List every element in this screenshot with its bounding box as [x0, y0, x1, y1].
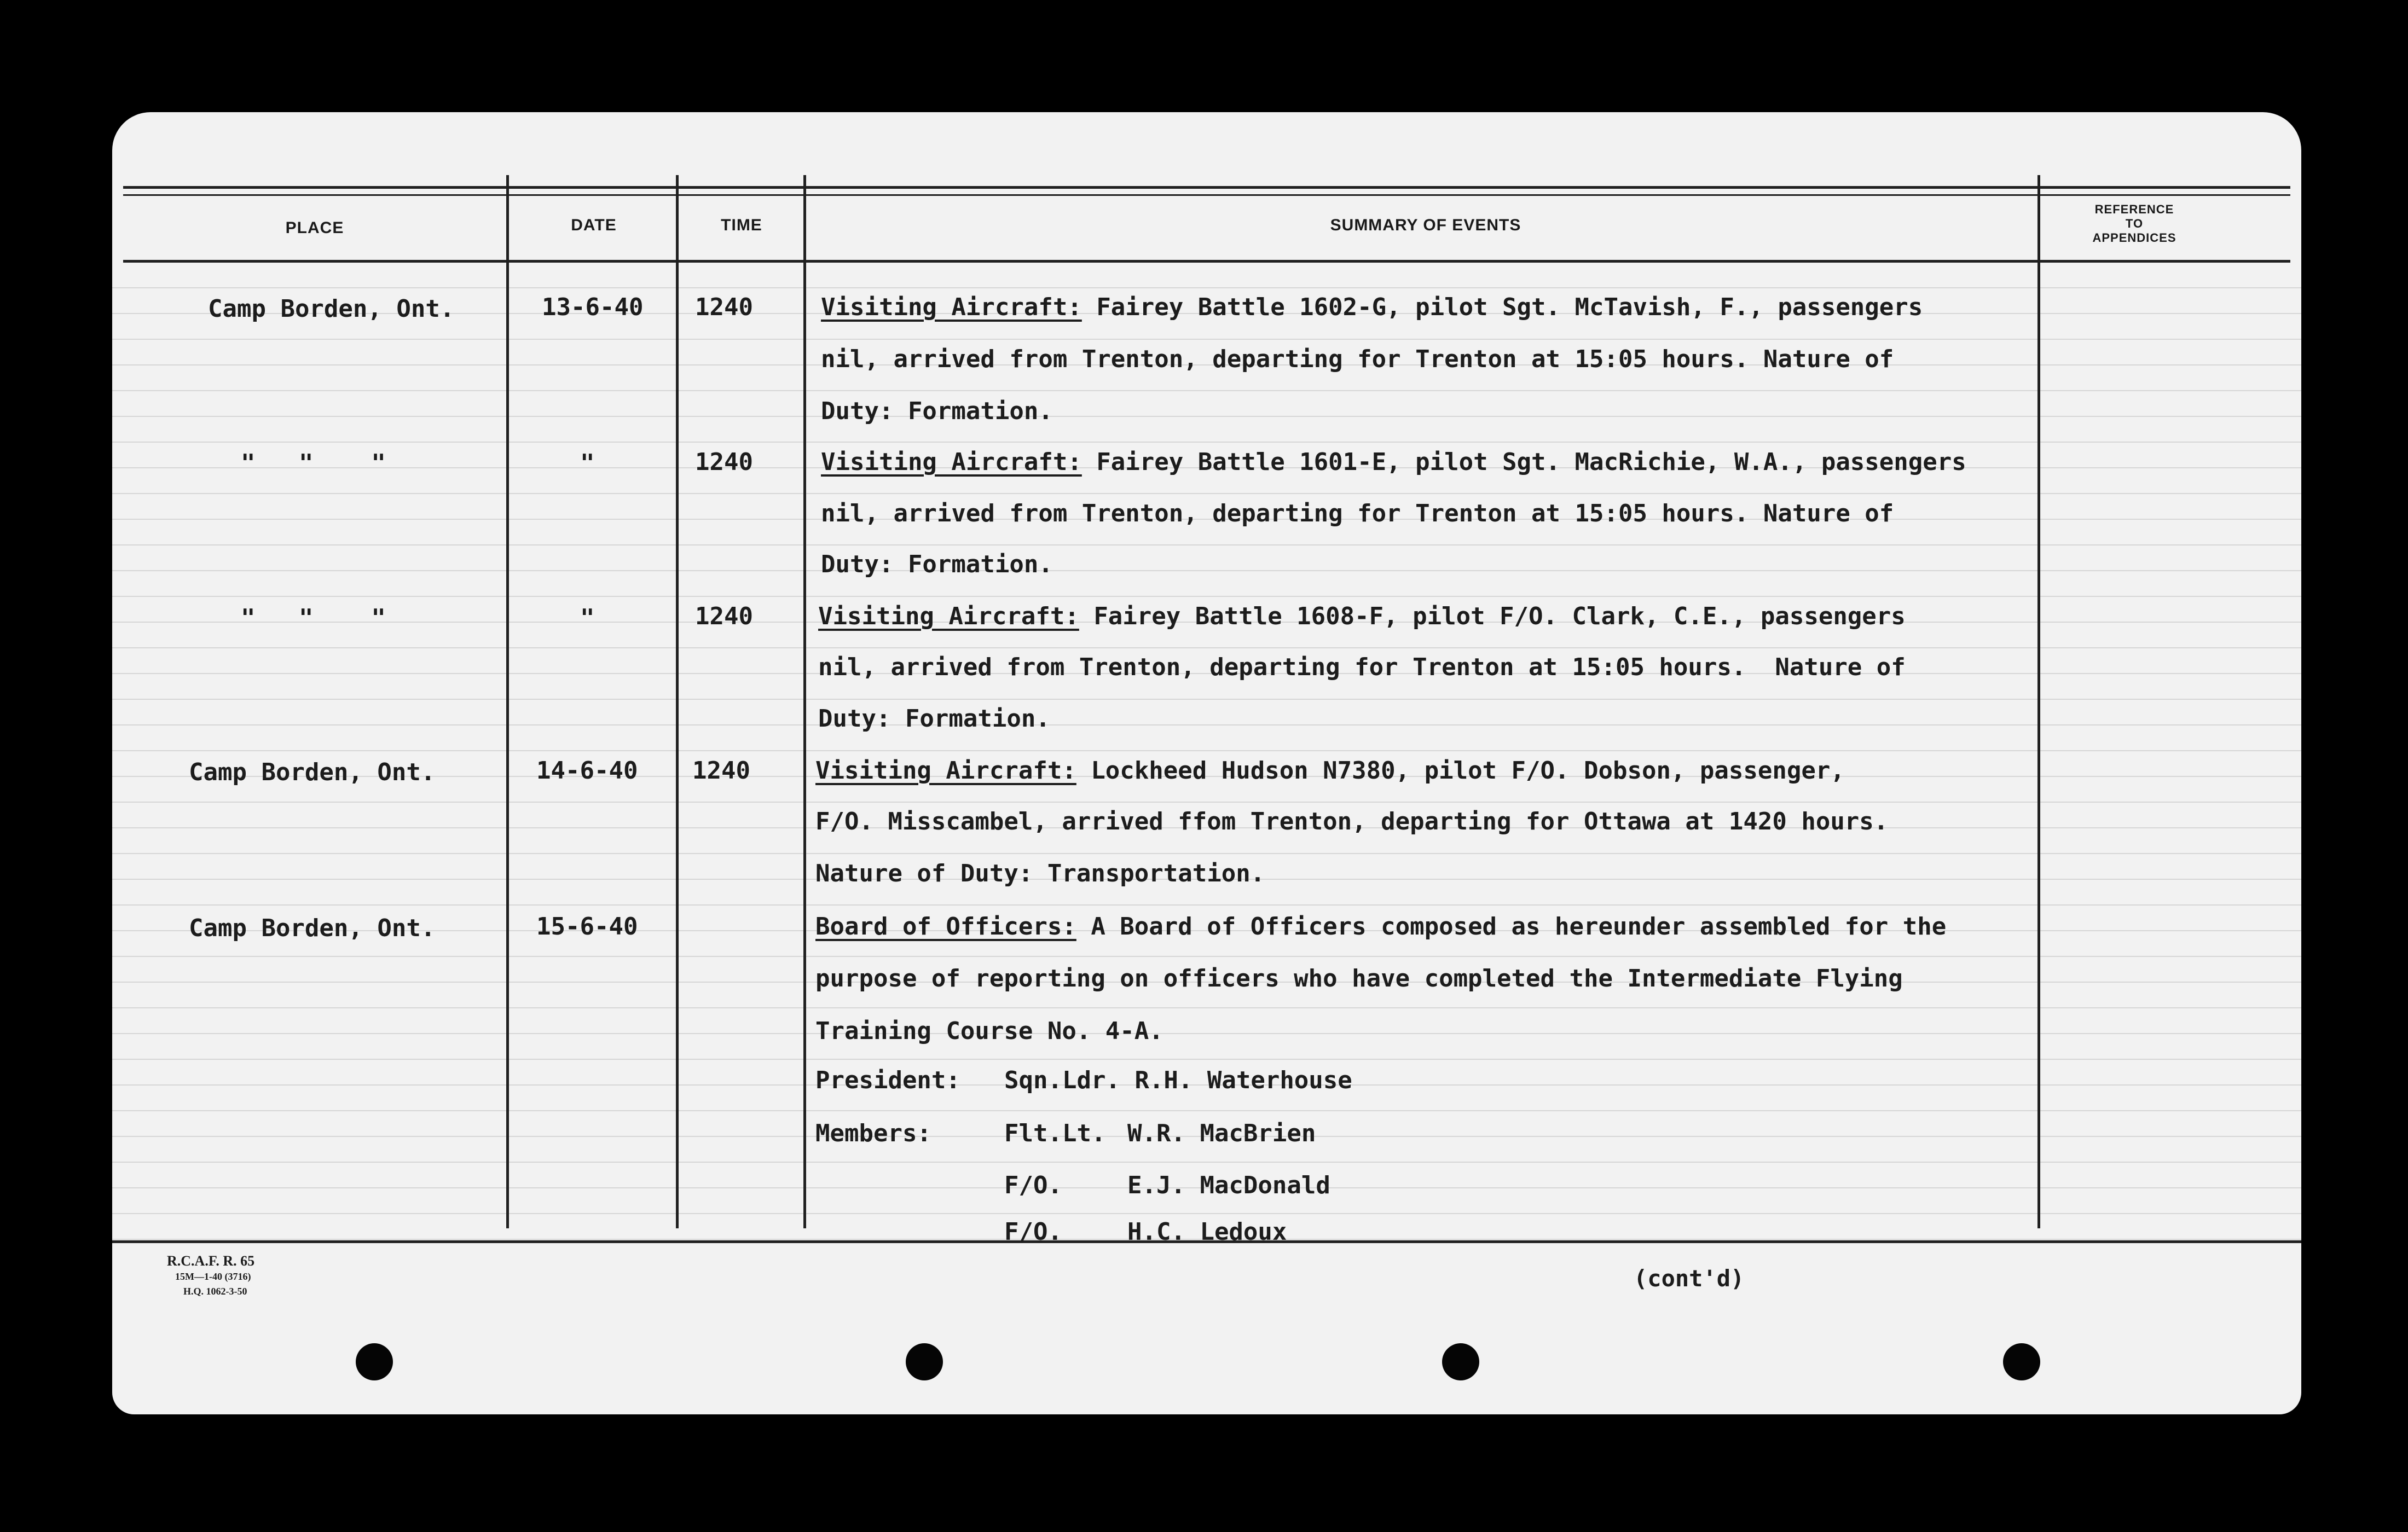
entry-place: " " " — [241, 604, 386, 632]
top-rule-2 — [123, 194, 2290, 196]
ruled-line — [112, 442, 2301, 443]
form-hq-code: H.Q. 1062-3-50 — [183, 1286, 247, 1297]
entry-line1 — [815, 759, 1845, 783]
punch-hole — [906, 1343, 943, 1380]
member-rank: F/O. — [1004, 1218, 1062, 1246]
entry-line2: nil, arrived from Trenton, departing for Trenton at 15:05 hours. Nature of — [821, 345, 1894, 373]
ruled-line — [112, 904, 2301, 906]
form-print-code: 15M—1-40 (3716) — [175, 1271, 251, 1282]
entry-line3: Duty: Formation. — [818, 705, 1050, 733]
ruled-line — [112, 1007, 2301, 1008]
president-name: Sqn.Ldr. R.H. Waterhouse — [1004, 1066, 1352, 1094]
ruled-line — [112, 287, 2301, 288]
header-reference-line2: TO — [2125, 217, 2144, 230]
ruled-line — [112, 1162, 2301, 1163]
entry-line3: Duty: Formation. — [821, 550, 1053, 578]
entry-line2: nil, arrived from Trenton, departing for Trenton at 15:05 hours. Nature of — [821, 500, 1894, 527]
ruled-line — [112, 416, 2301, 417]
ruled-line — [112, 339, 2301, 340]
header-reference-line1: REFERENCE — [2094, 202, 2174, 216]
col-divider-time — [803, 175, 806, 1228]
col-divider-place — [506, 175, 509, 1228]
punch-hole — [1442, 1343, 1479, 1380]
entry-heading: Board of Officers: — [815, 913, 1076, 941]
entry-time: 1240 — [695, 448, 753, 476]
entry-time: 1240 — [692, 757, 750, 785]
ruled-line — [112, 750, 2301, 751]
entry-line1-text: Fairey Battle 1601-E, pilot Sgt. MacRichie, W.A., passengers — [1081, 448, 1966, 476]
entry-line3: Training Course No. 4-A. — [815, 1017, 1164, 1045]
header-time: TIME — [721, 216, 762, 234]
header-summary: SUMMARY OF EVENTS — [1330, 216, 1521, 234]
continued-note: (cont'd) — [1634, 1265, 1745, 1292]
ruled-line — [112, 1033, 2301, 1034]
entry-line2: nil, arrived from Trenton, departing for Trenton at 15:05 hours. Nature of — [818, 653, 1906, 681]
ruled-line — [112, 1110, 2301, 1111]
ruled-line — [112, 1059, 2301, 1060]
ruled-line — [112, 544, 2301, 546]
form-id: R.C.A.F. R. 65 — [167, 1253, 255, 1269]
entry-date: 13-6-40 — [542, 293, 644, 321]
member-rank: Flt.Lt. — [1004, 1119, 1106, 1147]
member-rank: F/O. — [1004, 1171, 1062, 1199]
president-label: President: — [815, 1066, 960, 1094]
entry-heading: Visiting Aircraft: — [815, 757, 1076, 785]
entry-place: Camp Borden, Ont. — [189, 914, 436, 942]
members-label: Members: — [815, 1119, 931, 1147]
top-rule — [123, 186, 2290, 189]
entry-heading: Visiting Aircraft: — [821, 448, 1082, 476]
ruled-line — [112, 1213, 2301, 1214]
ruled-line — [112, 596, 2301, 597]
header-place: PLACE — [285, 219, 344, 237]
entry-place: Camp Borden, Ont. — [189, 758, 436, 786]
ruled-line — [112, 956, 2301, 957]
member-name: W.R. MacBrien — [1127, 1119, 1316, 1147]
header-date: DATE — [571, 216, 617, 234]
entry-date: 15-6-40 — [536, 913, 638, 941]
entry-line1 — [815, 915, 1946, 939]
entry-place: Camp Borden, Ont. — [208, 295, 455, 323]
ruled-line — [112, 390, 2301, 391]
entry-line1 — [821, 450, 1966, 474]
header-reference — [2052, 202, 2216, 245]
ruled-line — [112, 699, 2301, 700]
entry-date: " — [580, 604, 595, 632]
entry-line2: F/O. Misscambel, arrived ffom Trenton, departing for Ottawa at 1420 hours. — [815, 808, 1889, 835]
entry-line1-text: Fairey Battle 1602-G, pilot Sgt. McTavish, F., passengers — [1081, 293, 1923, 321]
entry-heading: Visiting Aircraft: — [821, 293, 1082, 321]
entry-line1 — [818, 602, 1906, 630]
diary-card — [112, 112, 2301, 1414]
entry-date: " — [580, 449, 595, 477]
punch-hole — [2003, 1343, 2040, 1380]
ruled-line — [112, 570, 2301, 571]
entry-line3: Duty: Formation. — [821, 397, 1053, 425]
ruled-line — [112, 853, 2301, 854]
col-divider-summary — [2037, 175, 2040, 1228]
entry-line1 — [821, 295, 1923, 320]
col-divider-date — [676, 175, 679, 1228]
ruled-line — [112, 647, 2301, 648]
entry-line1-text: A Board of Officers composed as hereunder assembled for the — [1076, 913, 1947, 941]
header-reference-line3: APPENDICES — [2092, 231, 2177, 245]
ruled-line — [112, 724, 2301, 726]
ruled-line — [112, 802, 2301, 803]
entry-line3: Nature of Duty: Transportation. — [815, 860, 1265, 887]
member-name: H.C. Ledoux — [1127, 1218, 1287, 1246]
entry-line1-text: Fairey Battle 1608-F, pilot F/O. Clark, C.E., passengers — [1079, 602, 1906, 630]
entry-time: 1240 — [695, 602, 753, 630]
entry-line1-text: Lockheed Hudson N7380, pilot F/O. Dobson, passenger, — [1076, 757, 1845, 785]
header-bottom-rule — [123, 260, 2290, 263]
ruled-line — [112, 493, 2301, 494]
entry-heading: Visiting Aircraft: — [818, 602, 1079, 630]
entry-time: 1240 — [695, 293, 753, 321]
member-name: E.J. MacDonald — [1127, 1171, 1330, 1199]
entry-date: 14-6-40 — [536, 757, 638, 785]
entry-line2: purpose of reporting on officers who have completed the Intermediate Flying — [815, 965, 1903, 993]
punch-hole — [356, 1343, 393, 1380]
entry-place: " " " — [241, 449, 386, 477]
